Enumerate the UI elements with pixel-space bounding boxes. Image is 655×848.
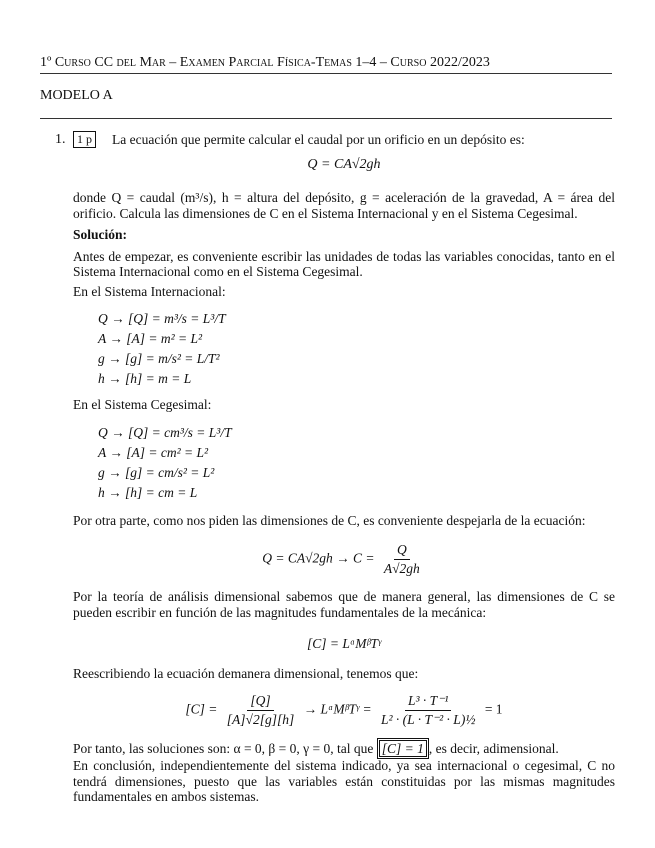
result-post: , es decir, adimensional. <box>428 741 559 756</box>
solution-intro: Antes de empezar, es conveniente escribir las unidades de todas las variables conocidas, tanto en el Sistema Internacional como en el Sistema Cegesimal. <box>73 248 615 279</box>
header-title: 1º Curso CC del Mar – Examen Parcial Física-Temas 1–4 – Curso 2022/2023 <box>40 55 490 70</box>
dim-lhs: [C] = <box>185 701 218 717</box>
isolate-lhs: Q = CA√2gh → C = <box>262 550 375 566</box>
cgs-equation: A → [A] = cm² = L² <box>98 444 209 460</box>
dim-num1: [Q] <box>247 693 273 711</box>
main-equation: Q = CA√2gh <box>307 157 381 172</box>
solution-heading: Solución: <box>73 227 128 242</box>
si-equation: A → [A] = m² = L² <box>98 331 203 346</box>
question-statement: La ecuación que permite calcular el caudal por un orificio en un depósito es: <box>112 132 525 147</box>
conclusion: En conclusión, independientemente del sistema indicado, ya sea internacional o cegesimal, C no tendrá dimensiones, puesto que las variables están constituidas por las mismas magnitudes fundamentales en ambos sistemas. <box>73 758 615 804</box>
theory-text: Por la teoría de análisis dimensional sabemos que de manera general, las dimensiones de C se pueden escribir en función de las magnitudes fundamentales de la mecánica: <box>73 589 615 620</box>
isolate-den: A√2gh <box>383 561 420 576</box>
si-equation: Q → [Q] = m³/s = L³/T <box>98 311 226 326</box>
isolate-num: Q <box>394 542 410 560</box>
points-badge: 1 p <box>73 131 96 148</box>
cgs-equation: Q → [Q] = cm³/s = L³/T <box>98 424 232 440</box>
dim-den2: L² · (L · T⁻² · L)½ <box>380 712 476 727</box>
dim-mid: → LᵅMᵝTᵞ = <box>303 701 372 717</box>
cgs-label: En el Sistema Cegesimal: <box>73 397 212 412</box>
isolate-equation <box>73 542 615 577</box>
question-number: 1. <box>55 132 66 147</box>
result-box: [C] = 1 <box>377 738 429 759</box>
rewrite-text: Reescribiendo la ecuación demanera dimensional, tenemos que: <box>73 665 419 681</box>
header-rule <box>40 73 612 74</box>
result-pre: Por tanto, las soluciones son: α = 0, β = 0, γ = 0, tal que <box>73 741 374 756</box>
cgs-equation: h → [h] = cm = L <box>98 484 198 500</box>
dim-rhs: = 1 <box>484 701 503 717</box>
cgs-equation: g → [g] = cm/s² = L² <box>98 464 215 480</box>
isolate-text: Por otra parte, como nos piden las dimensiones de C, es conveniente despejarla de la ecuación: <box>73 512 586 528</box>
question-description: donde Q = caudal (m³/s), h = altura del depósito, g = aceleración de la gravedad, A = área del orificio. Calcula las dimensiones de C en el Sistema Internacional y en el Sistema Cegesimal. <box>73 190 615 221</box>
dim-num2: L³ · T⁻¹ <box>405 693 451 711</box>
section-rule <box>40 118 612 119</box>
solution-body <box>73 190 615 805</box>
dimensional-equation <box>73 693 615 728</box>
si-label: En el Sistema Internacional: <box>73 283 226 299</box>
si-equation: g → [g] = m/s² = L/T² <box>98 351 220 366</box>
model-label: MODELO A <box>40 88 113 103</box>
general-equation: [C] = LᵅMᵝTᵞ <box>307 636 381 651</box>
si-equation: h → [h] = m = L <box>98 371 192 386</box>
result-line <box>73 740 615 757</box>
dim-den1: [A]√2[g][h] <box>226 712 295 727</box>
